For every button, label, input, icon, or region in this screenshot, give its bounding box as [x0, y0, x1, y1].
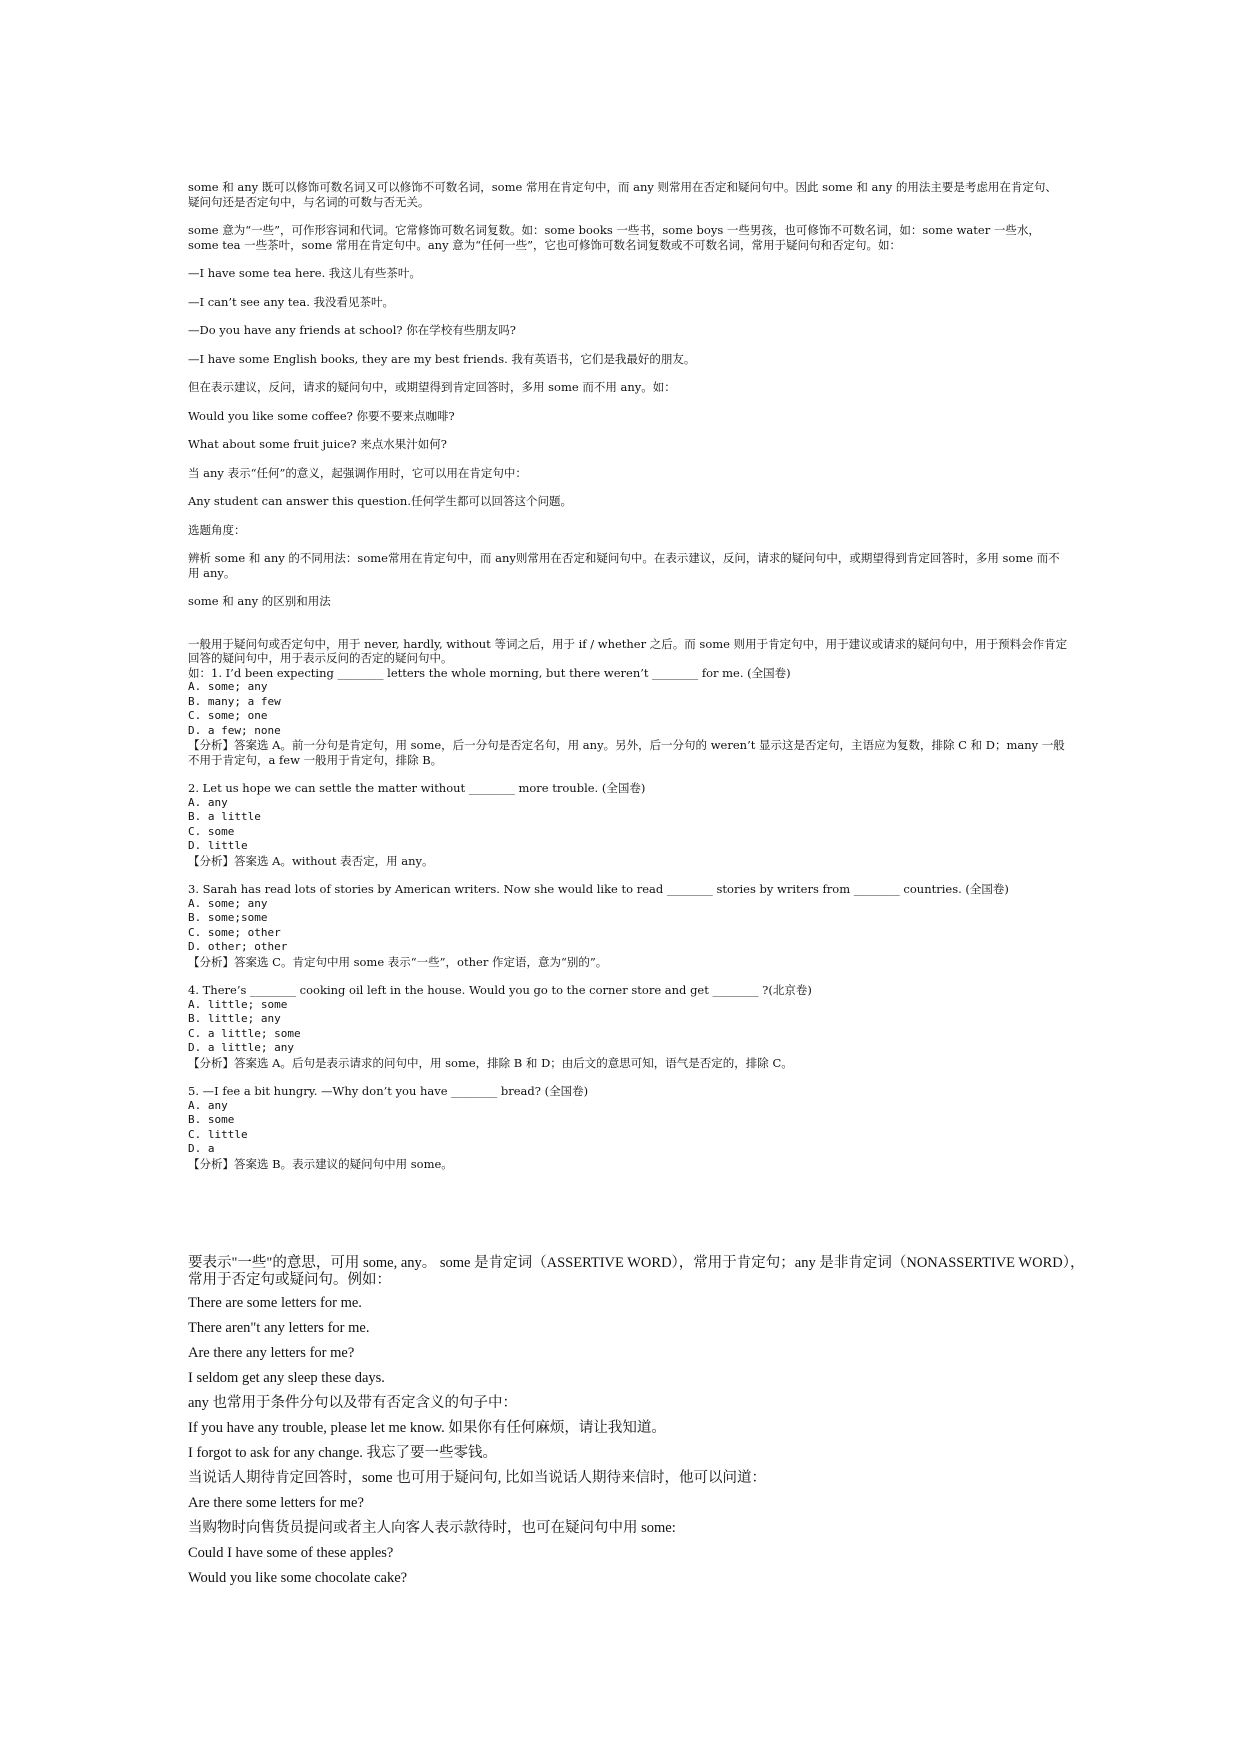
question-stem: 如：1. I’d been expecting ________ letters the whole morning, but there weren’t ________ for me. (全国卷)	[188, 665, 791, 680]
option: D. a	[188, 1142, 215, 1155]
option: C. some; one	[188, 709, 268, 722]
question-1	[188, 666, 1068, 768]
example-sentence: Would you like some chocolate cake?	[188, 1570, 408, 1586]
example-sentence: There are some letters for me.	[188, 1295, 362, 1311]
option: C. little	[188, 1127, 248, 1141]
rule-line: 当购物时向售货员提问或者主人向客人表示款待时，也可在疑问句中用 some:	[188, 1520, 676, 1536]
option: B. some	[188, 1113, 235, 1126]
example-sentence: I forgot to ask for any change. 我忘了要一些零钱。	[188, 1445, 498, 1461]
usage-paragraph: 一般用于疑问句或否定句中，用于 never, hardly, without 等词之后，用于 if / whether 之后。而 some 则用于肯定句中，用于建议或请求的疑问句中，用于预料会作肯定回答的疑问句中，用于表示反问的否定的疑问句中。	[188, 636, 1068, 665]
intro-line: 要表示"一些"的意思，可用 some, any。 some 是肯定词（ASSERTIVE WORD），常用于肯定句；any 是非肯定词（NONASSERTIVE WORD），常用于否定句或疑问句。例如：	[188, 1255, 1085, 1288]
angle-text: 辨析 some 和 any 的不同用法：some常用在肯定句中，而 any则常用在否定和疑问句中。在表示建议，反问，请求的疑问句中，或期望得到肯定回答时，多用 some 而不用 any。	[188, 551, 1060, 580]
option-list	[188, 897, 1068, 955]
document-block-2	[188, 1255, 1088, 1595]
spacer	[188, 623, 1068, 637]
document-block-1	[188, 180, 1068, 1185]
option: D. other; other	[188, 940, 288, 953]
option: D. a few; none	[188, 723, 281, 737]
option: A. little; some	[188, 997, 288, 1011]
example-sentence: Are there some letters for me?	[188, 1495, 364, 1511]
analysis: 【分析】答案选 A。without 表否定，用 any。	[188, 853, 434, 868]
section-heading: some 和 any 的区别和用法	[188, 594, 331, 608]
example-line: —I have some English books, they are my best friends. 我有英语书，它们是我最好的朋友。	[188, 351, 696, 366]
example-sentence: I seldom get any sleep these days.	[188, 1370, 385, 1386]
suggestion-example: Would you like some coffee? 你要不要来点咖啡?	[188, 408, 455, 423]
example-sentence: If you have any trouble, please let me know. 如果你有任何麻烦，请让我知道。	[188, 1420, 666, 1436]
suggestion-example: What about some fruit juice? 来点水果汁如何?	[188, 437, 447, 451]
option-list	[188, 1099, 1068, 1157]
option: B. little; any	[188, 1012, 281, 1025]
analysis: 【分析】答案选 A。前一分句是肯定句，用 some，后一分句是否定名句，用 any。另外，后一分句的 weren’t 显示这是否定句，主语应为复数，排除 C 和 D；many 一般不用于肯定句，a few 一般用于肯定句，排除 B。	[188, 738, 1065, 767]
example-line: —Do you have any friends at school? 你在学校有些朋友吗?	[188, 323, 516, 337]
option: A. any	[188, 1098, 228, 1112]
question-stem: 3. Sarah has read lots of stories by American writers. Now she would like to read ________ stories by writers from ________ countries. (全国卷)	[188, 882, 1009, 896]
example-sentence: Could I have some of these apples?	[188, 1545, 394, 1561]
rule-line: 当说话人期待肯定回答时，some 也可用于疑问句, 比如当说话人期待来信时，他可以问道：	[188, 1470, 766, 1486]
option: B. a little	[188, 810, 261, 823]
analysis: 【分析】答案选 C。肯定句中用 some 表示“一些”，other 作定语，意为“别的”。	[188, 954, 608, 969]
question-4	[188, 983, 1068, 1070]
any-example: Any student can answer this question.任何学生都可以回答这个问题。	[188, 494, 572, 508]
question-stem: 2. Let us hope we can settle the matter without ________ more trouble. (全国卷)	[188, 781, 646, 795]
intro-paragraph: some 和 any 既可以修饰可数名词又可以修饰不可数名词，some 常用在肯定句中，而 any 则常用在否定和疑问句中。因此 some 和 any 的用法主要是考虑用在肯定句、疑问句还是否定句中，与名词的可数与否无关。	[188, 180, 1057, 209]
option: B. some;some	[188, 911, 268, 924]
question-stem: 5. —I fee a bit hungry. —Why don’t you have ________ bread? (全国卷)	[188, 1084, 589, 1098]
option: C. a little; some	[188, 1026, 301, 1040]
example-line: —I can’t see any tea. 我没看见茶叶。	[188, 294, 395, 309]
option-list	[188, 998, 1068, 1056]
option: D. a little; any	[188, 1041, 294, 1054]
question-5	[188, 1084, 1068, 1171]
any-rule: 当 any 表示“任何”的意义，起强调作用时，它可以用在肯定句中：	[188, 465, 527, 480]
option: A. some; any	[188, 680, 268, 693]
suggestion-rule: 但在表示建议，反问，请求的疑问句中，或期望得到肯定回答时，多用 some 而不用 any。如：	[188, 380, 676, 394]
option-list	[188, 680, 1068, 738]
option: B. many; a few	[188, 694, 281, 708]
question-2	[188, 781, 1068, 868]
question-stem: 4. There’s ________ cooking oil left in the house. Would you go to the corner store and get ________ ?(北京卷)	[188, 983, 812, 997]
option: D. little	[188, 839, 248, 852]
option: C. some	[188, 824, 235, 838]
example-sentence: There aren"t any letters for me.	[188, 1320, 370, 1336]
analysis: 【分析】答案选 A。后句是表示请求的问句中，用 some，排除 B 和 D；由后文的意思可知，语气是否定的，排除 C。	[188, 1055, 793, 1070]
question-3	[188, 882, 1068, 969]
meaning-paragraph: some 意为“一些”，可作形容词和代词。它常修饰可数名词复数。如：some books 一些书，some boys 一些男孩，也可修饰不可数名词，如：some water 一些水，some tea 一些茶叶，some 常用在肯定句中。any 意为“任何一些”，它也可修饰可数名词复数或不可数名词，常用于疑问句和否定句。如：	[188, 223, 1040, 252]
angle-label: 选题角度：	[188, 522, 246, 537]
analysis: 【分析】答案选 B。表示建议的疑问句中用 some。	[188, 1156, 453, 1171]
option: C. some; other	[188, 925, 281, 939]
option: A. some; any	[188, 896, 268, 910]
example-line: —I have some tea here. 我这儿有些茶叶。	[188, 266, 421, 280]
rule-line: any 也常用于条件分句以及带有否定含义的句子中：	[188, 1395, 518, 1411]
option: A. any	[188, 795, 228, 809]
option-list	[188, 796, 1068, 854]
example-sentence: Are there any letters for me?	[188, 1345, 355, 1361]
